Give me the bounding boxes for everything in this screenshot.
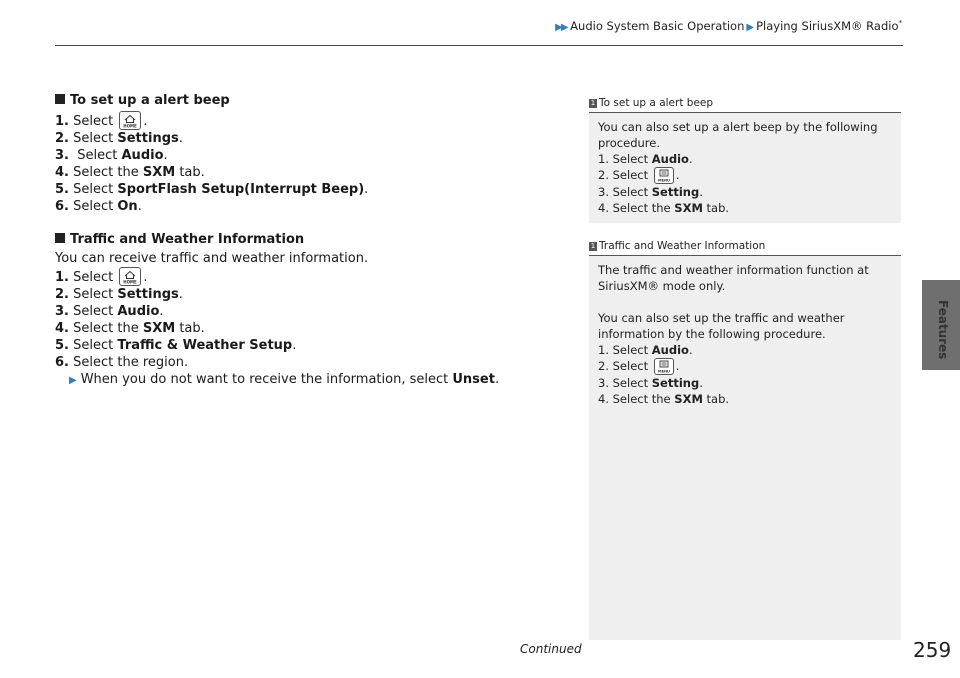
step-item: 1. Select HOME . <box>55 111 535 130</box>
step-item: 6. Select On. <box>55 199 142 214</box>
side-note <box>589 95 901 223</box>
step-item: 5. Select Traffic & Weather Setup. <box>55 338 297 353</box>
square-bullet-icon <box>55 94 65 104</box>
svg-text:MENU: MENU <box>657 178 670 183</box>
note-marker-icon: 1 <box>590 242 596 250</box>
side-note <box>589 238 901 640</box>
note-title: 1 Traffic and Weather Information <box>589 238 901 256</box>
svg-text:HOME: HOME <box>123 279 138 285</box>
section-intro: You can receive traffic and weather information. <box>55 251 369 266</box>
arrow-icon: ▶ <box>69 375 77 386</box>
menu-icon <box>654 358 674 375</box>
note-step: 2. Select MENU . <box>598 359 680 374</box>
step-item: 3. Select Audio. <box>55 148 168 163</box>
step-item: 5. Select SportFlash Setup(Interrupt Beep). <box>55 182 369 197</box>
note-step: 1. Select Audio. <box>598 343 693 357</box>
note-step: 3. Select Setting. <box>598 376 703 390</box>
main-content <box>55 92 535 389</box>
step-item: 4. Select the SXM tab. <box>55 165 205 180</box>
page-number: 259 <box>913 638 952 662</box>
step-item: 6. Select the region. <box>55 355 189 370</box>
note-step: 4. Select the SXM tab. <box>598 392 730 406</box>
note-step: 2. Select MENU . <box>598 168 680 183</box>
step-item: 3. Select Audio. <box>55 304 164 319</box>
section-title: Traffic and Weather Information <box>55 231 535 248</box>
sub-step: ▶ When you do not want to receive the information, select Unset. <box>69 372 500 387</box>
note-step: 1. Select Audio. <box>598 152 693 166</box>
svg-text:HOME: HOME <box>123 123 138 129</box>
continued-label: Continued <box>520 642 582 656</box>
arrow-icon: ▶▶ <box>555 22 567 33</box>
arrow-icon: ▶ <box>746 22 755 33</box>
step-item: 1. Select HOME . <box>55 267 535 286</box>
home-icon <box>119 267 141 286</box>
note-marker-icon: 1 <box>590 99 596 107</box>
breadcrumb-section: Audio System Basic Operation <box>570 19 745 33</box>
menu-icon <box>654 167 674 184</box>
svg-text:MENU: MENU <box>657 369 670 374</box>
breadcrumb-page: Playing SiriusXM® Radio <box>756 19 899 33</box>
step-item: 2. Select Settings. <box>55 287 183 302</box>
note-text: You can also set up the traffic and weather information by the following procedure. <box>598 311 845 341</box>
square-bullet-icon <box>55 233 65 243</box>
note-text: The traffic and weather information function at SiriusXM® mode only. <box>598 263 869 293</box>
step-item: 4. Select the SXM tab. <box>55 321 205 336</box>
home-icon <box>119 111 141 130</box>
note-text: You can also set up a alert beep by the following procedure. <box>598 120 878 150</box>
note-step: 3. Select Setting. <box>598 185 703 199</box>
note-step: 4. Select the SXM tab. <box>598 201 730 215</box>
section-title: To set up a alert beep <box>55 92 535 109</box>
note-title: 1 To set up a alert beep <box>589 95 901 113</box>
header-rule <box>55 45 903 46</box>
breadcrumb <box>555 19 902 33</box>
optional-mark: * <box>898 19 902 28</box>
step-item: 2. Select Settings. <box>55 131 183 146</box>
side-label: Features <box>936 300 950 360</box>
